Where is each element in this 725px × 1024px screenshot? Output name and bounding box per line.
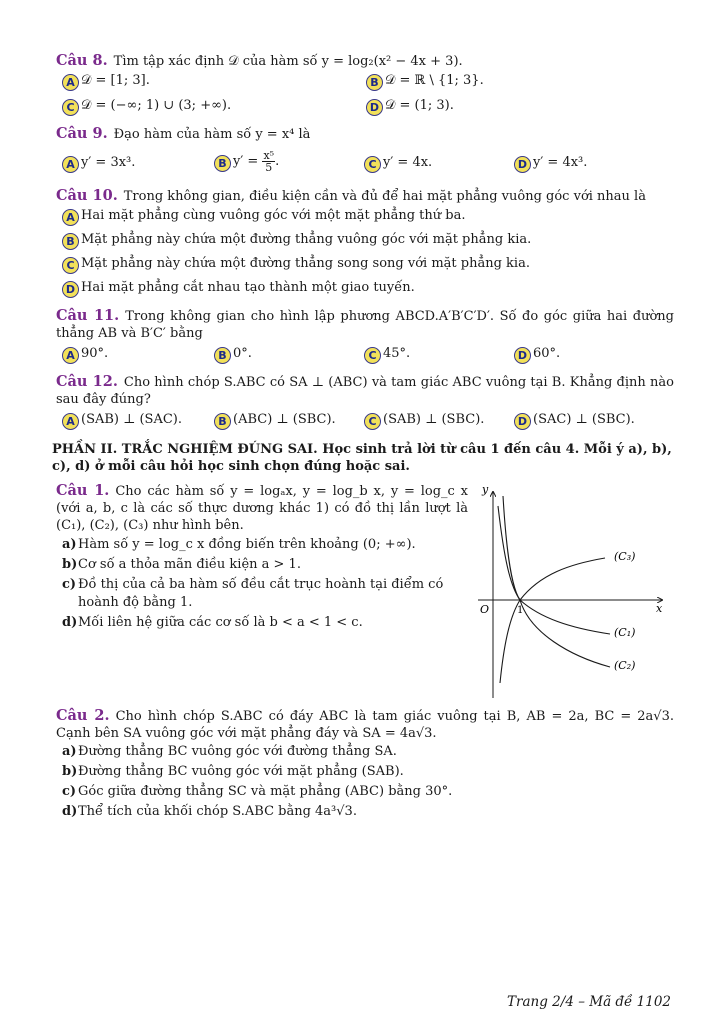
question-11-options-row: [62, 345, 674, 365]
question-text: Đạo hàm của hàm số y = x⁴ là: [113, 127, 311, 142]
page-footer: Trang 2/4 – Mã đề 1102: [507, 994, 671, 1010]
option-d[interactable]: D 60°.: [514, 345, 560, 364]
question-text: Trong không gian cho hình lập phương ABCD.A′B′C′D′. Số đo góc giữa hai đường thẳng AB và B′C′ bằng: [56, 309, 674, 341]
part-2-heading: PHẦN II. TRẮC NGHIỆM ĐÚNG SAI. Học sinh trả lời từ câu 1 đến câu 4. Mỗi ý a), b), c), d) ở mỗi câu hỏi học sinh chọn đúng hoặc sai.: [52, 442, 672, 474]
question-9-options-row: [62, 150, 674, 180]
option-badge: C: [364, 156, 381, 173]
question-8-options-row-2: [62, 97, 674, 117]
y-axis-label: y: [482, 483, 489, 496]
option-badge: D: [514, 156, 531, 173]
option-badge: D: [514, 347, 531, 364]
fraction: $\frac{\text{x⁵}}{5}$: [263, 149, 275, 174]
option-c[interactable]: C 45°.: [364, 345, 410, 364]
one-label: 1: [517, 605, 524, 616]
question-number: Câu 11.: [56, 307, 120, 324]
curve-c1-label: (C₁): [614, 626, 636, 639]
statement-d[interactable]: d)Mối liên hệ giữa các cơ số là b < a < 1 < c.: [62, 615, 363, 630]
statement-a[interactable]: a)Đường thẳng BC vuông góc với đường thẳng SA.: [62, 744, 397, 759]
question-number: Câu 9.: [56, 125, 108, 142]
option-b[interactable]: B (ABC) ⊥ (SBC).: [214, 411, 336, 430]
statement-d[interactable]: d)Thể tích của khối chóp S.ABC bằng 4a³√3.: [62, 804, 357, 819]
option-c[interactable]: C 𝒟 = (−∞; 1) ∪ (3; +∞).: [62, 97, 231, 116]
statement-c[interactable]: c) Đồ thị của cả ba hàm số đều cắt trục hoành tại điểm có: [62, 577, 444, 592]
option-badge: D: [62, 281, 79, 298]
curve-c3: [500, 558, 605, 683]
option-a[interactable]: A (SAB) ⊥ (SAC).: [62, 411, 182, 430]
option-badge: B: [214, 347, 231, 364]
statement-a[interactable]: a)Hàm số y = log_c x đồng biến trên khoảng (0; +∞).: [62, 537, 416, 552]
option-badge: C: [364, 413, 381, 430]
option-d[interactable]: D Hai mặt phẳng cắt nhau tạo thành một giao tuyến.: [62, 279, 674, 298]
option-a[interactable]: A 90°.: [62, 345, 108, 364]
option-c[interactable]: C y′ = 4x.: [364, 154, 432, 173]
curve-c3-label: (C₃): [614, 550, 636, 563]
option-badge: D: [514, 413, 531, 430]
option-a[interactable]: A y′ = 3x³.: [62, 154, 135, 173]
question-text: Cho hình chóp S.ABC có SA ⊥ (ABC) và tam giác ABC vuông tại B. Khẳng định nào sau đây đúng?: [56, 375, 674, 407]
question-text: Tìm tập xác định 𝒟 của hàm số y = log₂(x² − 4x + 3).: [113, 54, 463, 69]
option-d[interactable]: D y′ = 4x³.: [514, 154, 587, 173]
option-badge: A: [62, 156, 79, 173]
option-badge: A: [62, 347, 79, 364]
part2-question-1: [56, 482, 468, 534]
option-badge: C: [364, 347, 381, 364]
question-10: [56, 187, 674, 205]
x-axis-label: x: [656, 602, 663, 615]
question-text: Cho các hàm số y = logₐx, y = log_b x, y = log_c x (với a, b, c là các số thực dương khác 1) có đồ thị lần lượt là (C₁), (C₂), (C₃) như hình bên.: [56, 484, 468, 533]
option-badge: D: [366, 99, 383, 116]
question-9: [56, 125, 674, 143]
log-graph: [470, 478, 675, 703]
question-number: Câu 12.: [56, 373, 118, 390]
question-8-options-row-1: [62, 72, 674, 92]
curve-c1: [498, 506, 610, 634]
statement-c[interactable]: c) Góc giữa đường thẳng SC và mặt phẳng (ABC) bằng 30°.: [62, 784, 453, 799]
origin-label: O: [480, 603, 490, 616]
option-b[interactable]: B 0°.: [214, 345, 252, 364]
option-d[interactable]: D 𝒟 = (1; 3).: [366, 97, 454, 116]
question-12-options-row: [62, 411, 674, 431]
option-badge: B: [214, 413, 231, 430]
option-badge: B: [214, 155, 231, 172]
question-number: Câu 2.: [56, 707, 110, 724]
question-12: [56, 373, 674, 408]
curve-c2: [503, 496, 610, 667]
question-8: [56, 52, 674, 70]
option-badge: A: [62, 413, 79, 430]
question-number: Câu 8.: [56, 52, 108, 69]
option-badge: C: [62, 257, 79, 274]
option-badge: C: [62, 99, 79, 116]
option-b[interactable]: B 𝒟 = ℝ \ {1; 3}.: [366, 72, 484, 91]
option-badge: A: [62, 74, 79, 91]
option-b[interactable]: B y′ = $\frac{\text{x⁵}}{5}$ .: [214, 150, 279, 173]
curve-c2-label: (C₂): [614, 659, 636, 672]
option-b[interactable]: B Mặt phẳng này chứa một đường thẳng vuông góc với mặt phẳng kia.: [62, 231, 674, 250]
option-badge: B: [62, 233, 79, 250]
statement-c-continued: hoành độ bằng 1.: [78, 595, 193, 610]
option-d[interactable]: D (SAC) ⊥ (SBC).: [514, 411, 635, 430]
question-11: [56, 307, 674, 342]
question-number: Câu 1.: [56, 482, 110, 499]
question-text: Cho hình chóp S.ABC có đáy ABC là tam giác vuông tại B, AB = 2a, BC = 2a√3. Cạnh bên SA vuông góc với mặt phẳng đáy và SA = 4a√3.: [56, 709, 674, 741]
option-badge: B: [366, 74, 383, 91]
option-a[interactable]: A 𝒟 = [1; 3].: [62, 72, 150, 91]
part2-question-2: [56, 707, 674, 742]
statement-b[interactable]: b)Cơ số a thỏa mãn điều kiện a > 1.: [62, 557, 301, 572]
question-number: Câu 10.: [56, 187, 118, 204]
option-a[interactable]: A Hai mặt phẳng cùng vuông góc với một mặt phẳng thứ ba.: [62, 207, 674, 226]
question-text: Trong không gian, điều kiện cần và đủ để hai mặt phẳng vuông góc với nhau là: [123, 189, 646, 204]
statement-b[interactable]: b)Đường thẳng BC vuông góc với mặt phẳng (SAB).: [62, 764, 404, 779]
option-badge: A: [62, 209, 79, 226]
option-c[interactable]: C (SAB) ⊥ (SBC).: [364, 411, 484, 430]
option-c[interactable]: C Mặt phẳng này chứa một đường thẳng song song với mặt phẳng kia.: [62, 255, 674, 274]
